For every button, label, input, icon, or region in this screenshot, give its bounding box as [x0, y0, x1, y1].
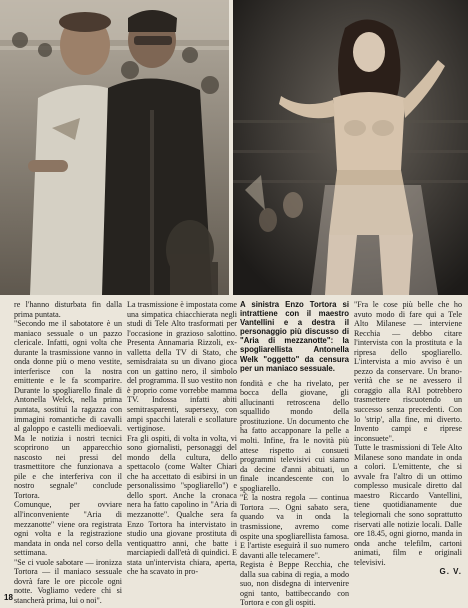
col3-para-1: fondità e che ha rivelato, per bocca della giovane, gli allucinanti retroscena dello squallido mondo della prostituzione. Un documento che ha fatto accapponare la pelle a molti. Infine, fra le novità più attese rispetto ai consueti programmi televisivi cui siamo da decine d'anni abituati, un finale incandescente con lo spogliarello.: [240, 378, 349, 493]
author-signature: G. V.: [439, 567, 462, 577]
col4-para-2: Tutte le trasmissioni di Tele Alto Milanese sono mandate in onda a colori. L'emittente, che si avvale fra l'altro di un ottimo complesso musicale diretto dal maestro Riccardo Vantellini, tiene quotidianamente due telegiornali che sono soprattutto riservati alle notizie locali. Dalle ore 18.45, ogni giorno, manda in onda anche telefilm, cartoni animati, film e originali televisivi.: [354, 443, 462, 567]
col1-para-3: Comunque, per ovviare all'inconveniente "Aria di mezzanotte" viene ora registrata ogni volta e la registrazione mandata in onda nel corso della settimana.: [14, 500, 122, 558]
col3-para-2: "È la nostra regola — continua Tortora —. Ogni sabato sera, quando va in onda la trasmissione, avremo come ospite una spogliarellista famosa. E l'artiste eseguirà il suo numero davanti alle telecamere".: [240, 493, 349, 560]
photo-tortora-vantellini: [0, 0, 229, 295]
col1-para-2: "Secondo me il sabotatore è un maniaco sessuale o un pazzo clericale. Infatti, ogni volta che durante la trasmissione vanno in onda donne più o meno vestite, interferisce con la nostra emittente e le fa scomparire. Durante lo spogliarello finale di Antonella Welck, nella prima puntata, sostituì la ragazza con immagini romantiche di cavalli al galoppo e castelli medioevali. Ma le notizia i nostri tecnici scoprirono un apparecchio nascosto nei pressi del trasmettitore che funzionava a pile e che interferiva con il nostro segnale" conclude Tortora.: [14, 319, 122, 500]
photo-antonella-welk: [233, 0, 468, 295]
col3-para-3: Regista è Beppe Recchia, che dalla sua cabina di regia, a modo suo, non disdegna di intervenire ogni tanto, battibeccando con Tortora e con gli ospiti.: [240, 560, 349, 608]
article-column-3: [240, 300, 349, 608]
article-column-2: [127, 300, 237, 592]
col2-para-2: Fra gli ospiti, di volta in volta, vi sono giornalisti, personaggi del mondo della cultura, dello spettacolo (come Walter Chiari che ha accettato di esibirsi in un personalissimo "spogliarello") e dello sport. Anche la cronaca nera ha fatto capolino in "Aria di mezzanotte". Qualche sera fa Enzo Tortora ha intervistato in studio una giovane prostituta di ventiquattro anni, che batte i marciapiedi dall'età di quindici. E stata un'intervista chiara, aperta, che ha scavato in pro-: [127, 433, 237, 577]
col4-para-1: "Fra le cose più belle che ho avuto modo di fare qui a Tele Alto Milanese — interviene Recchia — debbo citare l'intervista con la prostituta e la ripresa dello spogliarello. L'intervista a mio avviso è un pezzo da conservare. Un brano-verità che se ne avessero il coraggio alla RAI potrebbero trasmettere riscuotendo un successo senza precedenti. Con lo 'strip', alla fine, mi diverto. Invento campi e riprese inconsuete".: [354, 300, 462, 443]
col2-para-1: La trasmissione è impostata come una simpatica chiacchierata negli studi di Tele Alto trasformati per l'occasione in grazioso salottino. Presenta Annamaria Rizzoli, ex-valletta della TV di Stato, che semisdraiata su un divano gioca con un gattino nero, il simbolo del programma. Il suo vestito non è proprio come vorrebbe mamma TV. Indossa infatti abiti semitrasparenti, supersexy, con ampi spacchi laterali e scollature vertiginose.: [127, 300, 237, 434]
article-column-1: [14, 300, 122, 605]
article-column-4: [354, 300, 462, 592]
page-number: 18: [4, 593, 13, 602]
col1-para-1: re l'hanno disturbata fin dalla prima puntata.: [14, 300, 122, 319]
photo-caption: A sinistra Enzo Tortora si intrattiene con il maestro Vantellini e a destra il personaggio più discusso di "Aria di mezzanotte": la spogliarellista Antonella Welk "oggetto" da censura per un maniaco sessuale.: [240, 300, 349, 373]
col1-para-4: "Se ci vuole sabotare — ironizza Tortora — il maniaco sessuale dovrà fare le ore piccole ogni notte. Vogliamo vedere chi si stancherà prima, lui o noi".: [14, 557, 122, 605]
